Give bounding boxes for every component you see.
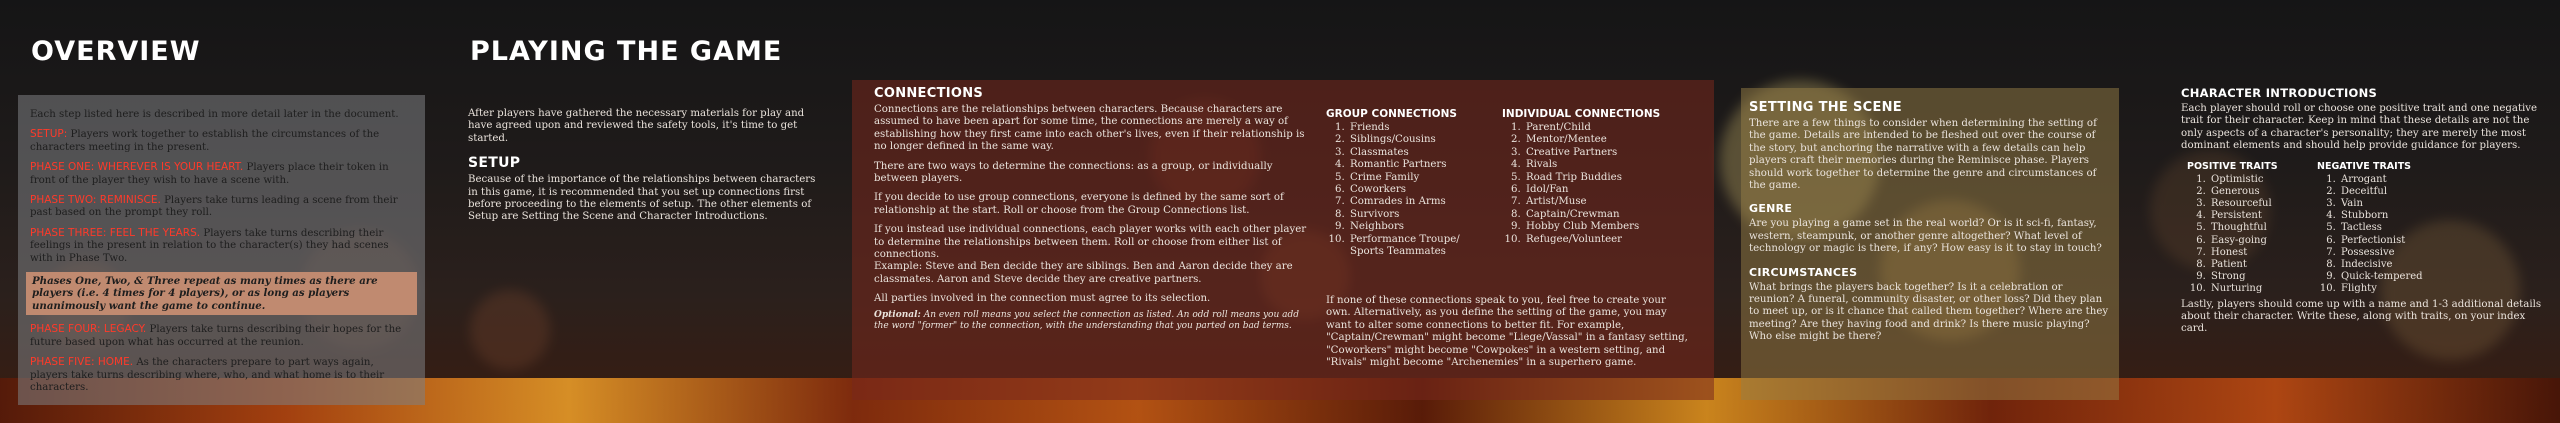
positive-traits-heading: POSITIVE TRAITS [2187, 160, 2278, 172]
setup-text: Because of the importance of the relationships between characters in this game, it is recommended that you set up connections first before proceeding to the elements of setup. The other elements of Setup are Setting the Scene and Character Introductions. [468, 174, 816, 223]
overview-steps-after [30, 323, 413, 394]
negative-traits-heading: NEGATIVE TRAITS [2317, 160, 2412, 172]
group-connection-item: 10. Performance Troupe/ Sports Teammates [1348, 234, 1496, 259]
group-connections-list [1326, 122, 1496, 258]
circumstances-text: What brings the players back together? Is it a celebration or reunion? A funeral, community disaster, or other loss? Did they plan to meet up, or is it chance that called them together? Where are they meeting? Are they having food and drink? Is there music playing? Who else might be there? [1749, 281, 2109, 343]
negative-trait-item: 9. Quick-tempered [2339, 271, 2447, 283]
negative-trait-item: 5. Tactless [2339, 222, 2447, 234]
negative-trait-item: 7. Possessive [2339, 247, 2447, 259]
genre-heading: GENRE [1749, 202, 1793, 216]
step-text: Players take turns describing their hopes for the future based upon what has occurred at the reunion. [30, 324, 402, 348]
overview-panel [18, 95, 425, 405]
connections-p2: There are two ways to determine the connections: as a group, or individually between players. [874, 160, 1273, 185]
positive-trait-item: 1. Optimistic [2209, 174, 2297, 186]
positive-trait-item: 7. Honest [2209, 247, 2297, 259]
connections-p3: If you decide to use group connections, everyone is defined by the same sort of relationship at the start. Roll or choose from the Group Connections list. [874, 192, 1284, 216]
genre-text: Are you playing a game set in the real world? Or is it sci-fi, fantasy, western, steampunk, or another genre altogether? What level of technology or magic is there, if any? How easy is it to stay in touch? [1749, 218, 2102, 255]
scene-panel [1741, 88, 2119, 400]
group-connection-item: 3. Classmates [1348, 147, 1496, 159]
group-connection-item: 8. Survivors [1348, 209, 1496, 221]
step-text: Players place their token in front of the player they wish to have a scene with. [30, 162, 389, 186]
connections-p4: If you instead use individual connections, each player works with each other player to determine the relationships between them. Roll or choose from either list of connections. [874, 224, 1307, 261]
individual-connections-heading: INDIVIDUAL CONNECTIONS [1502, 108, 1661, 120]
positive-trait-item: 9. Strong [2209, 271, 2297, 283]
overview-intro: Each step listed here is described in more detail later in the document. [30, 109, 399, 120]
intro-panel [2181, 86, 2549, 343]
step-text: Players take turns leading a scene from their past based on the prompt they roll. [30, 195, 398, 219]
individual-connection-item: 6. Idol/Fan [1524, 184, 1702, 196]
negative-trait-item: 3. Vain [2339, 198, 2447, 210]
group-connections-heading: GROUP CONNECTIONS [1326, 108, 1457, 120]
negative-trait-item: 8. Indecisive [2339, 259, 2447, 271]
intro-heading: CHARACTER INTRODUCTIONS [2181, 86, 2378, 100]
overview-title: OVERVIEW [31, 36, 201, 67]
positive-traits-list [2187, 174, 2297, 296]
step-label: PHASE TWO: REMINISCE. [30, 194, 161, 207]
negative-trait-item: 4. Stubborn [2339, 210, 2447, 222]
connections-p1: Connections are the relationships between characters. Because characters are assumed to have been apart for some time, the connections are merely a way of establishing how they first came into each other's lives, even if their relationship is no longer defined in the same way. [874, 104, 1305, 153]
negative-trait-item: 2. Deceitful [2339, 186, 2447, 198]
positive-trait-item: 4. Persistent [2209, 210, 2297, 222]
individual-connection-item: 7. Artist/Muse [1524, 196, 1702, 208]
connections-closing: If none of these connections speak to you, feel free to create your own. Alternatively, as you define the setting of the game, you may want to alter some connections to better fit. For example, "Captain/Crewman" might become "Liege/Vassal" in a fantasy setting, "Coworkers" might become "Cowpokes" in a western setting, and "Rivals" might become "Archenemies" in a superhero game. [1326, 295, 1688, 369]
connections-heading: CONNECTIONS [874, 86, 984, 101]
scene-text: There are a few things to consider when determining the setting of the game. Details are intended to be fleshed out over the course of the story, but anchoring the narrative with a few details can help players craft their memories during the Reminisce phase. Players should work together to determine the genre and circumstances of the game. [1749, 118, 2097, 192]
playing-intro: After players have gathered the necessary materials for play and have agreed upon and reviewed the safety tools, it's time to get started. [468, 108, 805, 144]
overview-step [30, 356, 413, 394]
negative-trait-item: 10. Flighty [2339, 283, 2447, 295]
step-label: PHASE FOUR: LEGACY. [30, 323, 147, 336]
step-label: PHASE FIVE: HOME. [30, 356, 134, 369]
positive-trait-item: 2. Generous [2209, 186, 2297, 198]
individual-connection-item: 5. Road Trip Buddies [1524, 172, 1702, 184]
optional-label: Optional: [874, 309, 921, 320]
step-label: PHASE ONE: WHEREVER IS YOUR HEART. [30, 161, 244, 174]
positive-trait-item: 10. Nurturing [2209, 283, 2297, 295]
group-connection-item: 1. Friends [1348, 122, 1496, 134]
positive-trait-item: 3. Resourceful [2209, 198, 2297, 210]
intro-text: Each player should roll or choose one positive trait and one negative trait for their character. Keep in mind that these details are not the only aspects of a character's personality; they are merely the most dominant elements and should help provide guidance for players. [2181, 103, 2538, 152]
overview-steps [30, 128, 413, 265]
connections-p6: All parties involved in the connection must agree to its selection. [874, 293, 1211, 305]
step-text: As the characters prepare to part ways again, players take turns describing where, who, and what home is to their characters. [30, 357, 385, 393]
group-connection-item: 7. Comrades in Arms [1348, 196, 1496, 208]
individual-connection-item: 4. Rivals [1524, 159, 1702, 171]
individual-connection-item: 1. Parent/Child [1524, 122, 1702, 134]
individual-connection-item: 10. Refugee/Volunteer [1524, 234, 1702, 246]
overview-step [30, 323, 413, 349]
group-connection-item: 9. Neighbors [1348, 221, 1496, 233]
group-connection-item: 4. Romantic Partners [1348, 159, 1496, 171]
positive-trait-item: 8. Patient [2209, 259, 2297, 271]
individual-connection-item: 9. Hobby Club Members [1524, 221, 1702, 233]
bokeh-light [470, 290, 550, 370]
optional-text: An even roll means you select the connection as listed. An odd roll means you add the word "former" to the connection, with the understanding that you parted on bad terms. [874, 309, 1300, 331]
playing-title: PLAYING THE GAME [470, 36, 783, 67]
step-text: Players take turns describing their feelings in the present in relation to the character(s) they had scenes with in Phase Two. [30, 227, 389, 264]
individual-connection-item: 2. Mentor/Mentee [1524, 134, 1702, 146]
positive-trait-item: 5. Thoughtful [2209, 222, 2297, 234]
circumstances-heading: CIRCUMSTANCES [1749, 265, 1858, 279]
repeat-note-box [26, 272, 417, 315]
scene-heading: SETTING THE SCENE [1749, 100, 1902, 115]
overview-step [30, 128, 413, 154]
overview-step [30, 227, 413, 265]
negative-traits-list [2317, 174, 2447, 296]
playing-panel [468, 108, 828, 231]
setup-heading: SETUP [468, 155, 521, 172]
individual-connection-item: 3. Creative Partners [1524, 147, 1702, 159]
positive-trait-item: 6. Easy-going [2209, 235, 2297, 247]
connections-example: Example: Steve and Ben decide they are siblings. Ben and Aaron decide they are classmates. Aaron and Steve decide they are creative partners. [874, 261, 1293, 285]
individual-connection-item: 8. Captain/Crewman [1524, 209, 1702, 221]
negative-trait-item: 6. Perfectionist [2339, 235, 2447, 247]
intro-closing: Lastly, players should come up with a name and 1-3 additional details about their character. Write these, along with traits, on your index card. [2181, 298, 2542, 335]
individual-connections-list [1502, 122, 1702, 246]
group-connection-item: 5. Crime Family [1348, 172, 1496, 184]
negative-trait-item: 1. Arrogant [2339, 174, 2447, 186]
optional-note [874, 310, 1314, 332]
group-connection-item: 2. Siblings/Cousins [1348, 134, 1496, 146]
repeat-note: Phases One, Two, & Three repeat as many times as there are players (i.e. 4 times for 4 players), or as long as players unanimously want the game to continue. [32, 275, 378, 312]
step-label: SETUP: [30, 128, 68, 141]
step-label: PHASE THREE: FEEL THE YEARS. [30, 226, 201, 239]
overview-step [30, 161, 413, 187]
group-connection-item: 6. Coworkers [1348, 184, 1496, 196]
connections-panel [852, 80, 1714, 400]
step-text: Players work together to establish the circumstances of the characters meeting in the present. [30, 129, 380, 153]
overview-step [30, 194, 413, 220]
